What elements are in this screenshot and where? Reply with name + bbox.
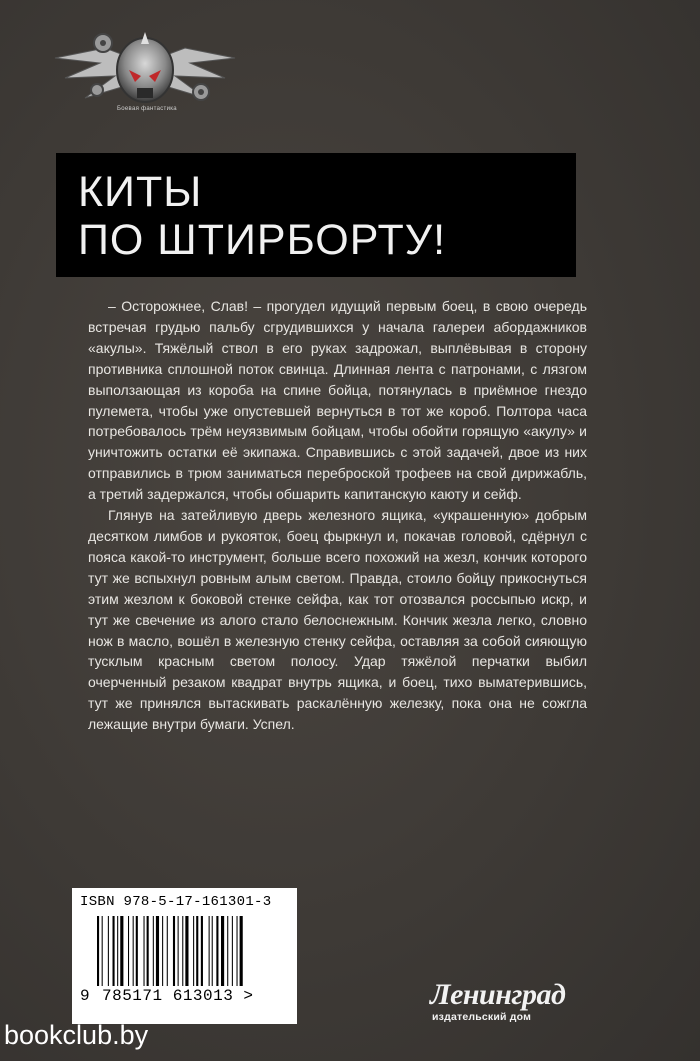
barcode-digits: 785171 613013 > [102,987,254,1005]
publisher-logo [430,978,605,1028]
back-cover-blurb [88,296,587,735]
publisher-name: Ленинград [430,978,566,1011]
site-watermark: bookclub.by [4,1020,149,1050]
series-logo [45,18,245,130]
publisher-subtitle: издательский дом [432,1011,532,1023]
blurb-paragraph: – Осторожнее, Слав! – прогудел идущий первым боец, в свою очередь встречая грудью пальбу сгрудившихся у начала галереи абордажников «акулы». Тяжёлый ствол в его руках задрожал, выплёвывая в сторону противника сплошной поток свинца. Длинная лента с патронами, с лязгом выползающая из короба на спине бойца, потянулась в приёмное гнездо пулемета, чтобы уже опустевшей вернуться в тот же короб. Полтора часа потребовалось трём неуязвимым бойцам, чтобы обойти горящую «акулу» и уничтожить остатки её экипажа. Справившись с этой задачей, двое из них отправились в трюм заниматься переброской трофеев на свой дирижабль, а третий задержался, чтобы обшарить капитанскую каюту и сейф. [88,298,587,503]
title-band [56,153,576,277]
isbn-barcode [72,888,297,1024]
series-caption: Боевая фантастика [117,106,177,112]
barcode-first-digit: 9 [80,987,90,1005]
skull-emblem-icon [45,18,245,130]
book-title-line-1: КИТЫ [78,168,203,216]
barcode-bars [97,916,282,986]
blurb-paragraph: Глянув на затейливую дверь железного ящика, «украшенную» добрым десятком лимбов и рукояток, боец фыркнул и, покачав головой, сдёрнул с пояса какой-то инструмент, больше всего похожий на жезл, кончик которого тут же вспыхнул ровным алым светом. Правда, стоило бойцу прикоснуться этим жезлом к боковой стенке сейфа, как тот отозвался россыпью искр, и тут же свечение из алого стало белоснежным. Кончик жезла легко, словно нож в масло, вошёл в железную стенку сейфа, оставляя за собой сияющую тусклым красным светом полосу. Удар тяжёлой перчатки выбил очерченный резаком квадрат внутрь ящика, и боец, тихо выматерившись, тут же принялся вытаскивать раскалённую железку, пока она не сожгла лежащие внутри бумаги. Успел. [88,507,587,733]
book-title-line-2: ПО ШТИРБОРТУ! [78,216,447,264]
isbn-number: ISBN 978-5-17-161301-3 [80,894,272,910]
